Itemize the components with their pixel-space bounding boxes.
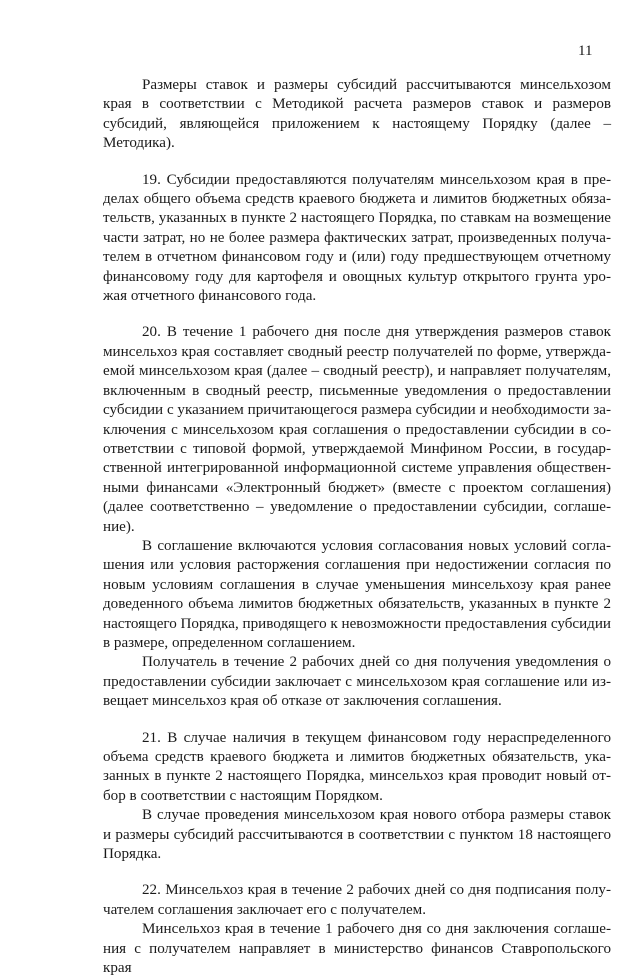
paragraph-recipient-agreement: Получатель в течение 2 рабочих дней со дня получения уведомления о предоставлении субсидии заключает с минсельхозом края соглашение или извещает минсельхоз края об отказе от заключения соглашения. xyxy=(103,654,611,710)
page-number: 11 xyxy=(578,43,593,59)
paragraph-20: 20. В течение 1 рабочего дня после дня утверждения размеров ставок минсельхоз края составляет сводный реестр получателей по форме, утверждаемой минсельхозом края (далее – сводный реестр), и направляет получателям, включенным в сводный реестр, письменные уведомления о предоставлении субсидии с указанием причитающегося размера субсидии и необходимости заключения с минсельхозом края соглашения о предоставлении субсидии в соответствии с типовой формой, утверждаемой Минфином России, в государственной интегрированной информационной системе управления общественными финансами «Электронный бюджет» (вместе с проектом соглашения) (далее соответственно – уведомление о предоставлении субсидии, соглашение). xyxy=(103,324,611,535)
paragraph-22: 22. Минсельхоз края в течение 2 рабочих дней со дня подписания получателем соглашения заключает его с получателем. xyxy=(103,882,611,918)
paragraph-ministry-of-finance: Минсельхоз края в течение 1 рабочего дня со дня заключения соглашения с получателем направляет в министерство финансов Ставропольского края xyxy=(103,921,611,977)
paragraph-agreement-conditions: В соглашение включаются условия согласования новых условий соглашения или условия расторжения соглашения при недостижении согласия по новым условиям соглашения в случае уменьшения минсельхозу края ранее доведенного объема лимитов бюджетных обязательств, указанных в пункте 2 настоящего Порядка, приводящего к невозможности предоставления субсидии в размере, определенном соглашением. xyxy=(103,537,611,651)
paragraph-21: 21. В случае наличия в текущем финансовом году нераспределенного объема средств краевого бюджета и лимитов бюджетных обязательств, указанных в пункте 2 настоящего Порядка, минсельхоз края проводит новый отбор в соответствии с настоящим Порядком. xyxy=(103,729,611,804)
paragraph-new-selection: В случае проведения минсельхозом края нового отбора размеры ставок и размеры субсидий рассчитываются в соответствии с пунктом 18 настоящего Порядка. xyxy=(103,807,611,863)
paragraph-19: 19. Субсидии предоставляются получателям минсельхозом края в пределах общего объема средств краевого бюджета и лимитов бюджетных обязательств, указанных в пункте 2 настоящего Порядка, по ставкам на возмещение части затрат, но не более размера фактических затрат, произведенных получателем в отчетном финансовом году и (или) году предшествующем отчетному финансовому году для картофеля и овощных культур открытого грунта урожая отчетного финансового года. xyxy=(103,171,611,305)
document-body xyxy=(103,76,611,978)
paragraph-rates-calculation: Размеры ставок и размеры субсидий рассчитываются минсельхозом края в соответствии с Методикой расчета размеров ставок и размеров субсидий, являющейся приложением к настоящему Порядку (далее – Методика). xyxy=(103,77,611,152)
